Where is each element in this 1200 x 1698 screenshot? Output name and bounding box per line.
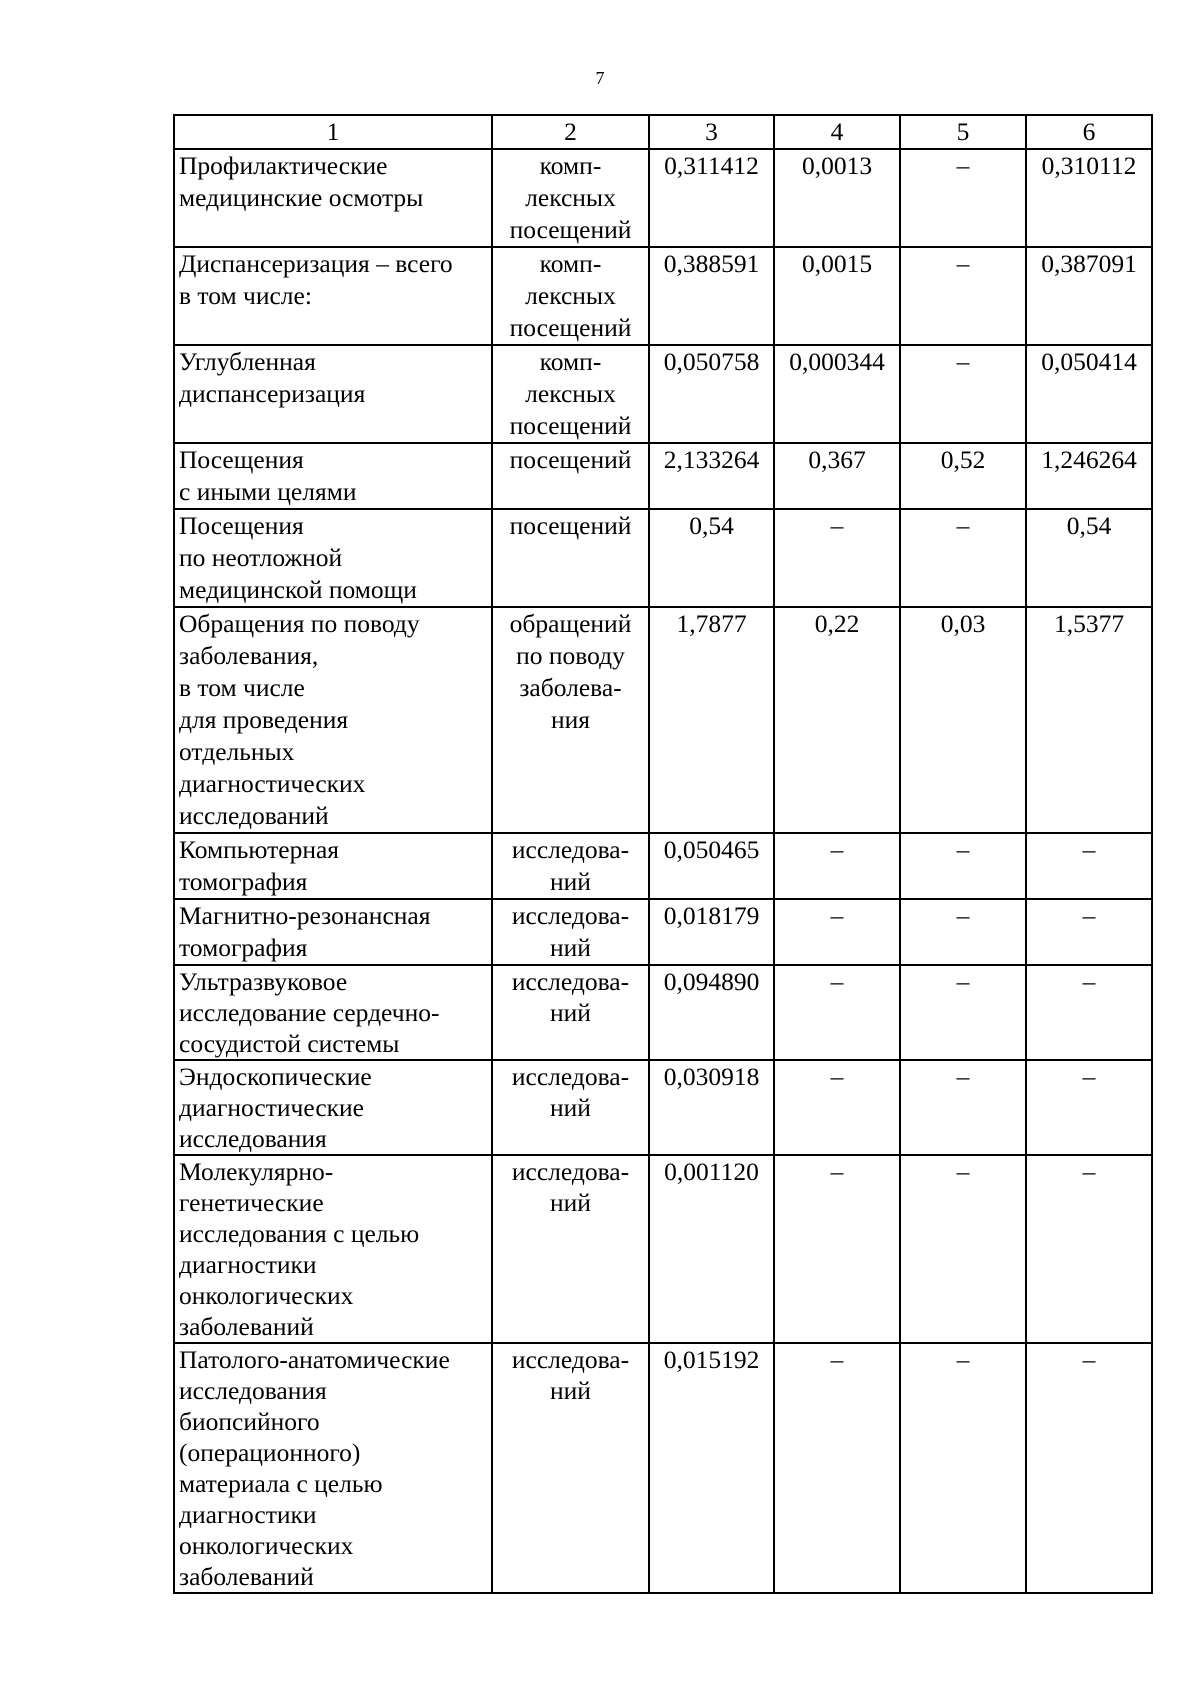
row-value-col3: 1,7877 xyxy=(649,607,774,833)
row-unit: исследова- ний xyxy=(492,1155,649,1343)
row-value-col6: – xyxy=(1026,1060,1152,1155)
row-value-col5: – xyxy=(900,899,1026,965)
column-header-3: 3 xyxy=(649,115,774,149)
row-value-col4: 0,0015 xyxy=(774,247,900,345)
data-table xyxy=(173,114,1153,1594)
row-unit: исследова- ний xyxy=(492,899,649,965)
page-number: 7 xyxy=(595,68,605,88)
row-value-col6: – xyxy=(1026,1343,1152,1593)
row-value-col4: – xyxy=(774,1343,900,1593)
row-name: Диспансеризация – всего в том числе: xyxy=(174,247,492,345)
row-name: Молекулярно- генетические исследования с целью диагностики онкологических заболеваний xyxy=(174,1155,492,1343)
row-name: Посещения с иными целями xyxy=(174,443,492,509)
row-value-col5: 0,52 xyxy=(900,443,1026,509)
row-name: Магнитно-резонансная томография xyxy=(174,899,492,965)
row-value-col4: – xyxy=(774,1060,900,1155)
row-unit: исследова- ний xyxy=(492,1343,649,1593)
row-value-col5: – xyxy=(900,965,1026,1060)
row-name: Компьютерная томография xyxy=(174,833,492,899)
column-header-1: 1 xyxy=(174,115,492,149)
row-value-col5: – xyxy=(900,509,1026,607)
row-unit: комп- лексных посещений xyxy=(492,247,649,345)
table-row xyxy=(174,247,1152,345)
table-row xyxy=(174,1343,1152,1593)
table-row xyxy=(174,833,1152,899)
table-row xyxy=(174,443,1152,509)
row-value-col4: – xyxy=(774,965,900,1060)
header-row xyxy=(174,115,1152,149)
row-value-col3: 0,311412 xyxy=(649,149,774,247)
row-unit: комп- лексных посещений xyxy=(492,149,649,247)
row-value-col4: – xyxy=(774,509,900,607)
row-value-col6: – xyxy=(1026,833,1152,899)
row-value-col3: 0,54 xyxy=(649,509,774,607)
row-unit: обращений по поводу заболева- ния xyxy=(492,607,649,833)
row-value-col5: – xyxy=(900,149,1026,247)
row-value-col6: 1,5377 xyxy=(1026,607,1152,833)
table-row xyxy=(174,345,1152,443)
table-row xyxy=(174,899,1152,965)
row-name: Углубленная диспансеризация xyxy=(174,345,492,443)
row-value-col6: 0,050414 xyxy=(1026,345,1152,443)
row-unit: комп- лексных посещений xyxy=(492,345,649,443)
table-row xyxy=(174,965,1152,1060)
row-unit: исследова- ний xyxy=(492,833,649,899)
table-row xyxy=(174,509,1152,607)
row-name: Обращения по поводу заболевания, в том числе для проведения отдельных диагностических исследований xyxy=(174,607,492,833)
row-value-col5: – xyxy=(900,833,1026,899)
table-row xyxy=(174,1155,1152,1343)
table-row xyxy=(174,149,1152,247)
row-unit: посещений xyxy=(492,509,649,607)
row-value-col6: 0,387091 xyxy=(1026,247,1152,345)
column-header-4: 4 xyxy=(774,115,900,149)
row-value-col3: 0,015192 xyxy=(649,1343,774,1593)
row-unit: исследова- ний xyxy=(492,1060,649,1155)
row-value-col3: 2,133264 xyxy=(649,443,774,509)
row-value-col4: 0,367 xyxy=(774,443,900,509)
column-header-5: 5 xyxy=(900,115,1026,149)
row-value-col4: 0,22 xyxy=(774,607,900,833)
row-value-col6: – xyxy=(1026,1155,1152,1343)
row-value-col3: 0,018179 xyxy=(649,899,774,965)
row-value-col3: 0,001120 xyxy=(649,1155,774,1343)
row-unit: посещений xyxy=(492,443,649,509)
row-value-col3: 0,030918 xyxy=(649,1060,774,1155)
row-value-col4: – xyxy=(774,833,900,899)
row-value-col4: – xyxy=(774,1155,900,1343)
row-value-col3: 0,050758 xyxy=(649,345,774,443)
table-row xyxy=(174,607,1152,833)
row-value-col3: 0,094890 xyxy=(649,965,774,1060)
row-value-col6: 1,246264 xyxy=(1026,443,1152,509)
row-value-col6: 0,310112 xyxy=(1026,149,1152,247)
column-header-6: 6 xyxy=(1026,115,1152,149)
row-value-col4: 0,0013 xyxy=(774,149,900,247)
row-name: Ультразвуковое исследование сердечно- сосудистой системы xyxy=(174,965,492,1060)
row-value-col5: – xyxy=(900,345,1026,443)
column-header-2: 2 xyxy=(492,115,649,149)
row-value-col3: 0,050465 xyxy=(649,833,774,899)
row-value-col5: – xyxy=(900,247,1026,345)
table-row xyxy=(174,1060,1152,1155)
row-value-col5: – xyxy=(900,1155,1026,1343)
row-value-col5: – xyxy=(900,1060,1026,1155)
row-name: Патолого-анатомические исследования биопсийного (операционного) материала с целью диагностики онкологических заболеваний xyxy=(174,1343,492,1593)
row-name: Эндоскопические диагностические исследования xyxy=(174,1060,492,1155)
row-value-col3: 0,388591 xyxy=(649,247,774,345)
row-value-col5: – xyxy=(900,1343,1026,1593)
row-name: Посещения по неотложной медицинской помощи xyxy=(174,509,492,607)
row-value-col6: 0,54 xyxy=(1026,509,1152,607)
row-value-col6: – xyxy=(1026,899,1152,965)
row-value-col4: 0,000344 xyxy=(774,345,900,443)
row-unit: исследова- ний xyxy=(492,965,649,1060)
row-value-col5: 0,03 xyxy=(900,607,1026,833)
row-value-col6: – xyxy=(1026,965,1152,1060)
row-value-col4: – xyxy=(774,899,900,965)
row-name: Профилактические медицинские осмотры xyxy=(174,149,492,247)
